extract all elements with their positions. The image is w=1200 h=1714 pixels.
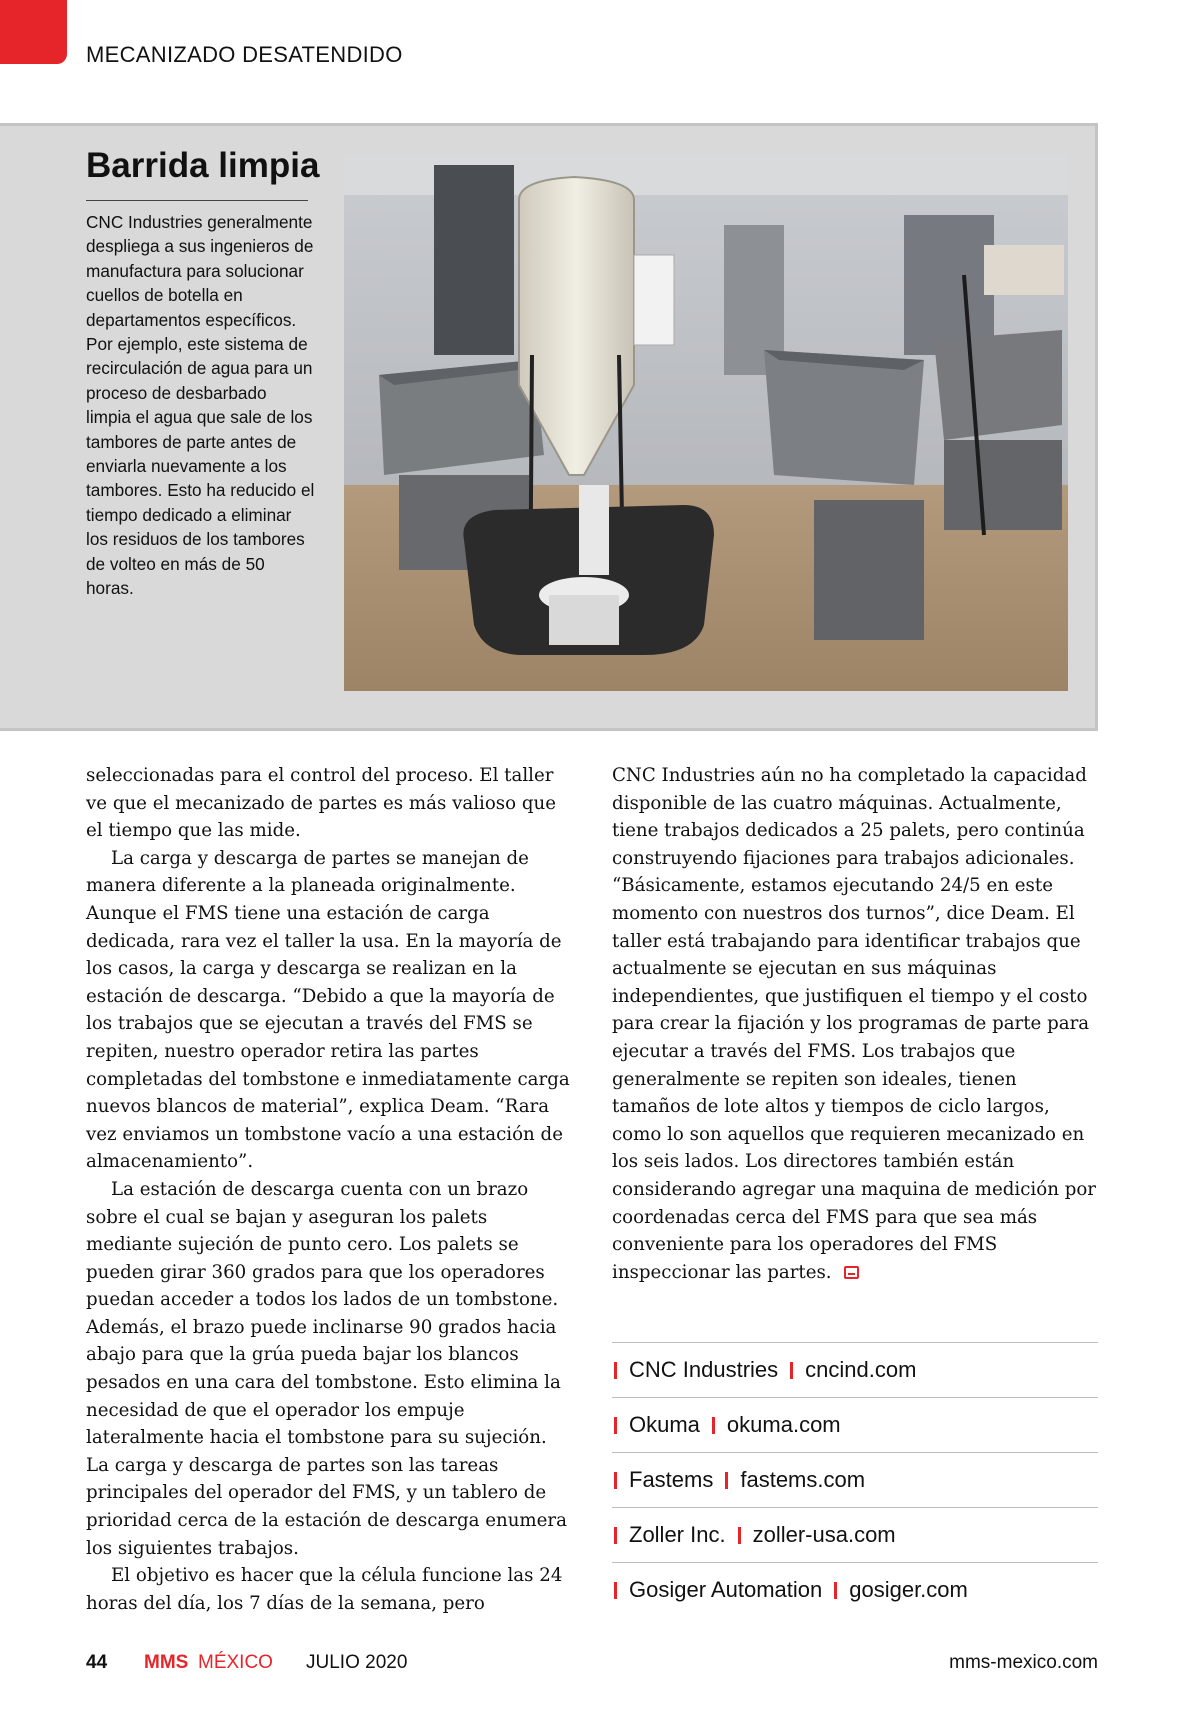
resource-bullet bbox=[614, 1582, 617, 1599]
resource-name: CNC Industries bbox=[629, 1357, 779, 1382]
page-footer bbox=[0, 1652, 1200, 1682]
resource-bullet bbox=[614, 1417, 617, 1434]
resource-name: Gosiger Automation bbox=[629, 1577, 823, 1602]
resource-bullet bbox=[614, 1362, 617, 1379]
resource-item bbox=[612, 1452, 1098, 1507]
resource-separator bbox=[834, 1582, 837, 1599]
article-column-right bbox=[612, 762, 1100, 1286]
resource-url[interactable]: okuma.com bbox=[726, 1412, 841, 1437]
sidebar-divider bbox=[86, 200, 308, 201]
article-paragraph: seleccionadas para el control del proceso. El taller ve que el mecanizado de partes es más valioso que el tiempo que las mide. bbox=[86, 765, 556, 842]
resource-bullet bbox=[614, 1527, 617, 1544]
resource-list bbox=[612, 1342, 1098, 1617]
resource-name: Zoller Inc. bbox=[629, 1522, 726, 1547]
article-paragraph: El objetivo es hacer que la célula funcione las 24 horas del día, los 7 días de la semana, pero bbox=[86, 1565, 563, 1614]
article-paragraph-text: CNC Industries aún no ha completado la capacidad disponible de las cuatro máquinas. Actualmente, tiene trabajos dedicados a 25 palets, pero continúa construyendo fijaciones para trabajos adicionales. “Básicamente, estamos ejecutando 24/5 en este momento con nuestros dos turnos”, dice Deam. El taller está trabajando para identificar trabajos que actualmente se ejecutan en sus máquinas independientes, que justifiquen el tiempo y el costo para crear la fijación y los programas de parte para ejecutar a través del FMS. Los trabajos que generalmente se repiten son ideales, tienen tamaños de lote altos y tiempos de ciclo largos, como lo son aquellos que requieren mecanizado en los seis lados. Los directores también están considerando agregar una maquina de medición por coordenadas cerca del FMS para que sea más conveniente para los operadores del FMS inspeccionar las partes. bbox=[612, 765, 1096, 1283]
article-column-left bbox=[86, 762, 574, 1617]
water-recirculation-photo bbox=[344, 155, 1068, 691]
section-label: MECANIZADO DESATENDIDO bbox=[86, 42, 403, 67]
end-of-article-icon bbox=[844, 1266, 859, 1279]
brand-mexico: MÉXICO bbox=[198, 1652, 273, 1673]
page-number: 44 bbox=[86, 1652, 108, 1673]
resource-separator bbox=[790, 1362, 793, 1379]
issue-date: JULIO 2020 bbox=[306, 1652, 408, 1673]
sidebar-title: Barrida limpia bbox=[86, 146, 320, 185]
sidebar-caption: CNC Industries generalmente despliega a sus ingenieros de manufactura para solucionar cuellos de botella en departamentos específicos. Por ejemplo, este sistema de recirculación de agua para un proceso de desbarbado limpia el agua que sale de los tambores de parte antes de enviarla nuevamente a los tambores. Esto ha reducido el tiempo dedicado a eliminar los residuos de los tambores de volteo en más de 50 horas. bbox=[86, 212, 315, 599]
resource-url[interactable]: cncind.com bbox=[805, 1357, 917, 1382]
resource-item bbox=[612, 1562, 1098, 1617]
resource-item bbox=[612, 1342, 1098, 1397]
resource-bullet bbox=[614, 1472, 617, 1489]
resource-item bbox=[612, 1507, 1098, 1562]
resource-item bbox=[612, 1397, 1098, 1452]
brand-mms: MMS bbox=[144, 1652, 189, 1673]
resource-url[interactable]: fastems.com bbox=[740, 1467, 866, 1492]
resource-name: Fastems bbox=[629, 1467, 714, 1492]
article-paragraph: La estación de descarga cuenta con un brazo sobre el cual se bajan y aseguran los palets mediante sujeción de punto cero. Los palets se pueden girar 360 grados para que los operadores puedan acceder a todos los lados de un tombstone. Además, el brazo puede inclinarse 90 grados hacia abajo para que la grúa pueda bajar los blancos pesados en una cara del tombstone. Esto elimina la necesidad de que el operador los empuje lateralmente hacia el tombstone para su sujeción. La carga y descarga de partes son las tareas principales del operador del FMS, y un tablero de prioridad cerca de la estación de descarga enumera los siguientes trabajos. bbox=[86, 1178, 567, 1559]
resource-separator bbox=[738, 1527, 741, 1544]
resource-url[interactable]: zoller-usa.com bbox=[752, 1522, 896, 1547]
resource-separator bbox=[725, 1472, 728, 1489]
article-paragraph bbox=[612, 762, 1100, 1286]
website-link[interactable]: mms-mexico.com bbox=[949, 1652, 1098, 1673]
article-paragraph: La carga y descarga de partes se manejan de manera diferente a la planeada originalmente. Aunque el FMS tiene una estación de carga dedicada, rara vez el taller la usa. En la mayoría de los casos, la carga y descarga se realizan en la estación de descarga. “Debido a que la mayoría de los trabajos que se ejecutan a través del FMS se repiten, nuestro operador retira las partes completadas del tombstone e inmediatamente carga nuevos blancos de material”, explica Deam. “Rara vez enviamos un tombstone vacío a una estación de almacenamiento”. bbox=[86, 847, 570, 1173]
section-corner-tab bbox=[0, 0, 67, 64]
resource-name: Okuma bbox=[629, 1412, 700, 1437]
resource-url[interactable]: gosiger.com bbox=[849, 1577, 968, 1602]
resource-separator bbox=[712, 1417, 715, 1434]
